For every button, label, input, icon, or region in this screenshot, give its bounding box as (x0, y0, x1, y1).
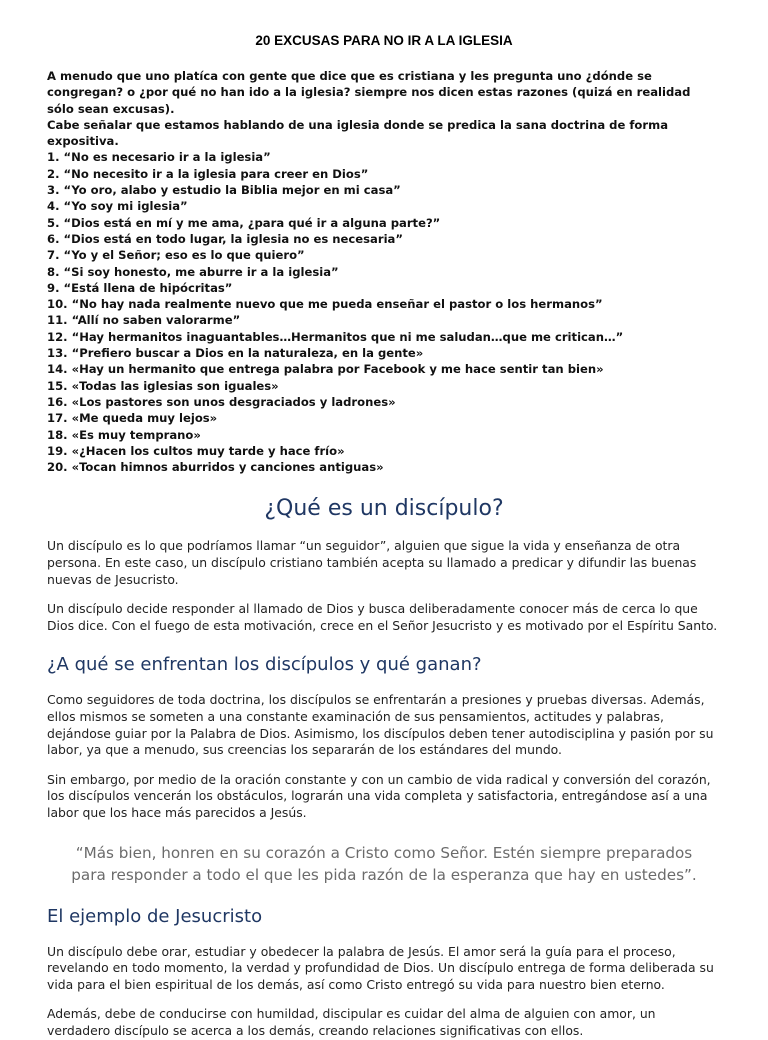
excuse-item: 10. “No hay nada realmente nuevo que me pueda enseñar el pastor o los hermanos” (47, 297, 603, 312)
excuse-list (47, 149, 721, 475)
section-paragraph: Un discípulo es lo que podríamos llamar “un seguidor”, alguien que sigue la vida y enseñanza de otra persona. En este caso, un discípulo cristiano también acepta su llamado a predicar y difundir las buenas nuevas de Jesucristo. (47, 538, 697, 587)
excuse-item: 20. «Tocan himnos aburridos y canciones antiguas» (47, 460, 384, 475)
excuse-item: 6. “Dios está en todo lugar, la iglesia no es necesaria” (47, 231, 404, 246)
excuse-item: 14. «Hay un hermanito que entrega palabra por Facebook y me hace sentir tan bien» (47, 362, 604, 377)
section-paragraph: Como seguidores de toda doctrina, los discípulos se enfrentarán a presiones y pruebas diversas. Además, ellos mismos se someten a una constante examinación de sus pensamientos, actitudes y palabras, dejándose guiar por la Palabra de Dios. Asimismo, los discípulos deben tener autodisciplina y pasión por su labor, ya que a menudo, sus creencias los separarán de los estándares del mundo. (47, 692, 714, 758)
excuse-item: 9. “Está llena de hipócritas” (47, 280, 233, 295)
intro-note: Cabe señalar que estamos hablando de una iglesia donde se predica la sana doctrina de forma expositiva. (47, 117, 669, 149)
scripture-quote: “Más bien, honren en su corazón a Cristo como Señor. Estén siempre preparados para responder a todo el que les pida razón de la esperanza que hay en ustedes”. (71, 843, 697, 884)
excuse-item: 18. «Es muy temprano» (47, 427, 201, 442)
section-paragraph: Además, debe de conducirse con humildad, discipular es cuidar del alma de alguien con amor, un verdadero discípulo se acerca a los demás, creando relaciones significativas con ellos. (47, 1006, 656, 1038)
excuse-item: 19. «¿Hacen los cultos muy tarde y hace frío» (47, 443, 345, 458)
section-heading-challenges: ¿A qué se enfrentan los discípulos y qué ganan? (47, 654, 482, 676)
excuse-item: 3. “Yo oro, alabo y estudio la Biblia mejor en mi casa” (47, 183, 401, 198)
excuse-item: 12. “Hay hermanitos inaguantables…Hermanitos que ni me saludan…que me critican…” (47, 329, 624, 344)
excuse-item: 4. “Yo soy mi iglesia” (47, 199, 188, 214)
excuse-item: 1. “No es necesario ir a la iglesia” (47, 150, 271, 165)
excuse-item: 5. “Dios está en mí y me ama, ¿para qué ir a alguna parte?” (47, 215, 441, 230)
section-paragraph: Un discípulo decide responder al llamado de Dios y busca deliberadamente conocer más de cerca lo que Dios dice. Con el fuego de esta motivación, crece en el Señor Jesucristo y es motivado por el Espíritu Santo. (47, 601, 718, 633)
excuse-item: 2. “No necesito ir a la iglesia para creer en Dios” (47, 166, 369, 181)
document-title: 20 EXCUSAS PARA NO IR A LA IGLESIA (255, 33, 513, 48)
section-paragraph: Un discípulo debe orar, estudiar y obedecer la palabra de Jesús. El amor será la guía para el proceso, revelando en todo momento, la verdad y profundidad de Dios. Un discípulo entrega de forma deliberada su vida para el bien espiritual de los demás, así como Cristo entregó su vida para nuestro bien eterno. (47, 943, 714, 992)
section-heading-example: El ejemplo de Jesucristo (47, 905, 263, 927)
excuse-item: 8. “Si soy honesto, me aburre ir a la iglesia” (47, 264, 339, 279)
section-heading-disciple: ¿Qué es un discípulo? (264, 496, 504, 522)
excuse-item: 11. “Allí no saben valorarme” (47, 313, 241, 328)
excuse-item: 7. “Yo y el Señor; eso es lo que quiero” (47, 248, 305, 263)
excuse-item: 17. «Me queda muy lejos» (47, 411, 218, 426)
intro-block (47, 68, 721, 475)
excuse-item: 15. «Todas las iglesias son iguales» (47, 378, 279, 393)
section-paragraph: Sin embargo, por medio de la oración constante y con un cambio de vida radical y conversión del corazón, los discípulos vencerán los obstáculos, lograrán una vida completa y satisfactoria, entregándose así a una labor que los hace más parecidos a Jesús. (47, 771, 711, 820)
excuse-item: 16. «Los pastores son unos desgraciados y ladrones» (47, 394, 396, 409)
excuse-item: 13. “Prefiero buscar a Dios en la naturaleza, en la gente» (47, 346, 424, 361)
intro-paragraph: A menudo que uno platíca con gente que dice que es cristiana y les pregunta uno ¿dónde se congregan? o ¿por qué no han ido a la iglesia? siempre nos dicen estas razones (quizá en realidad sólo sean excusas). (47, 69, 691, 116)
